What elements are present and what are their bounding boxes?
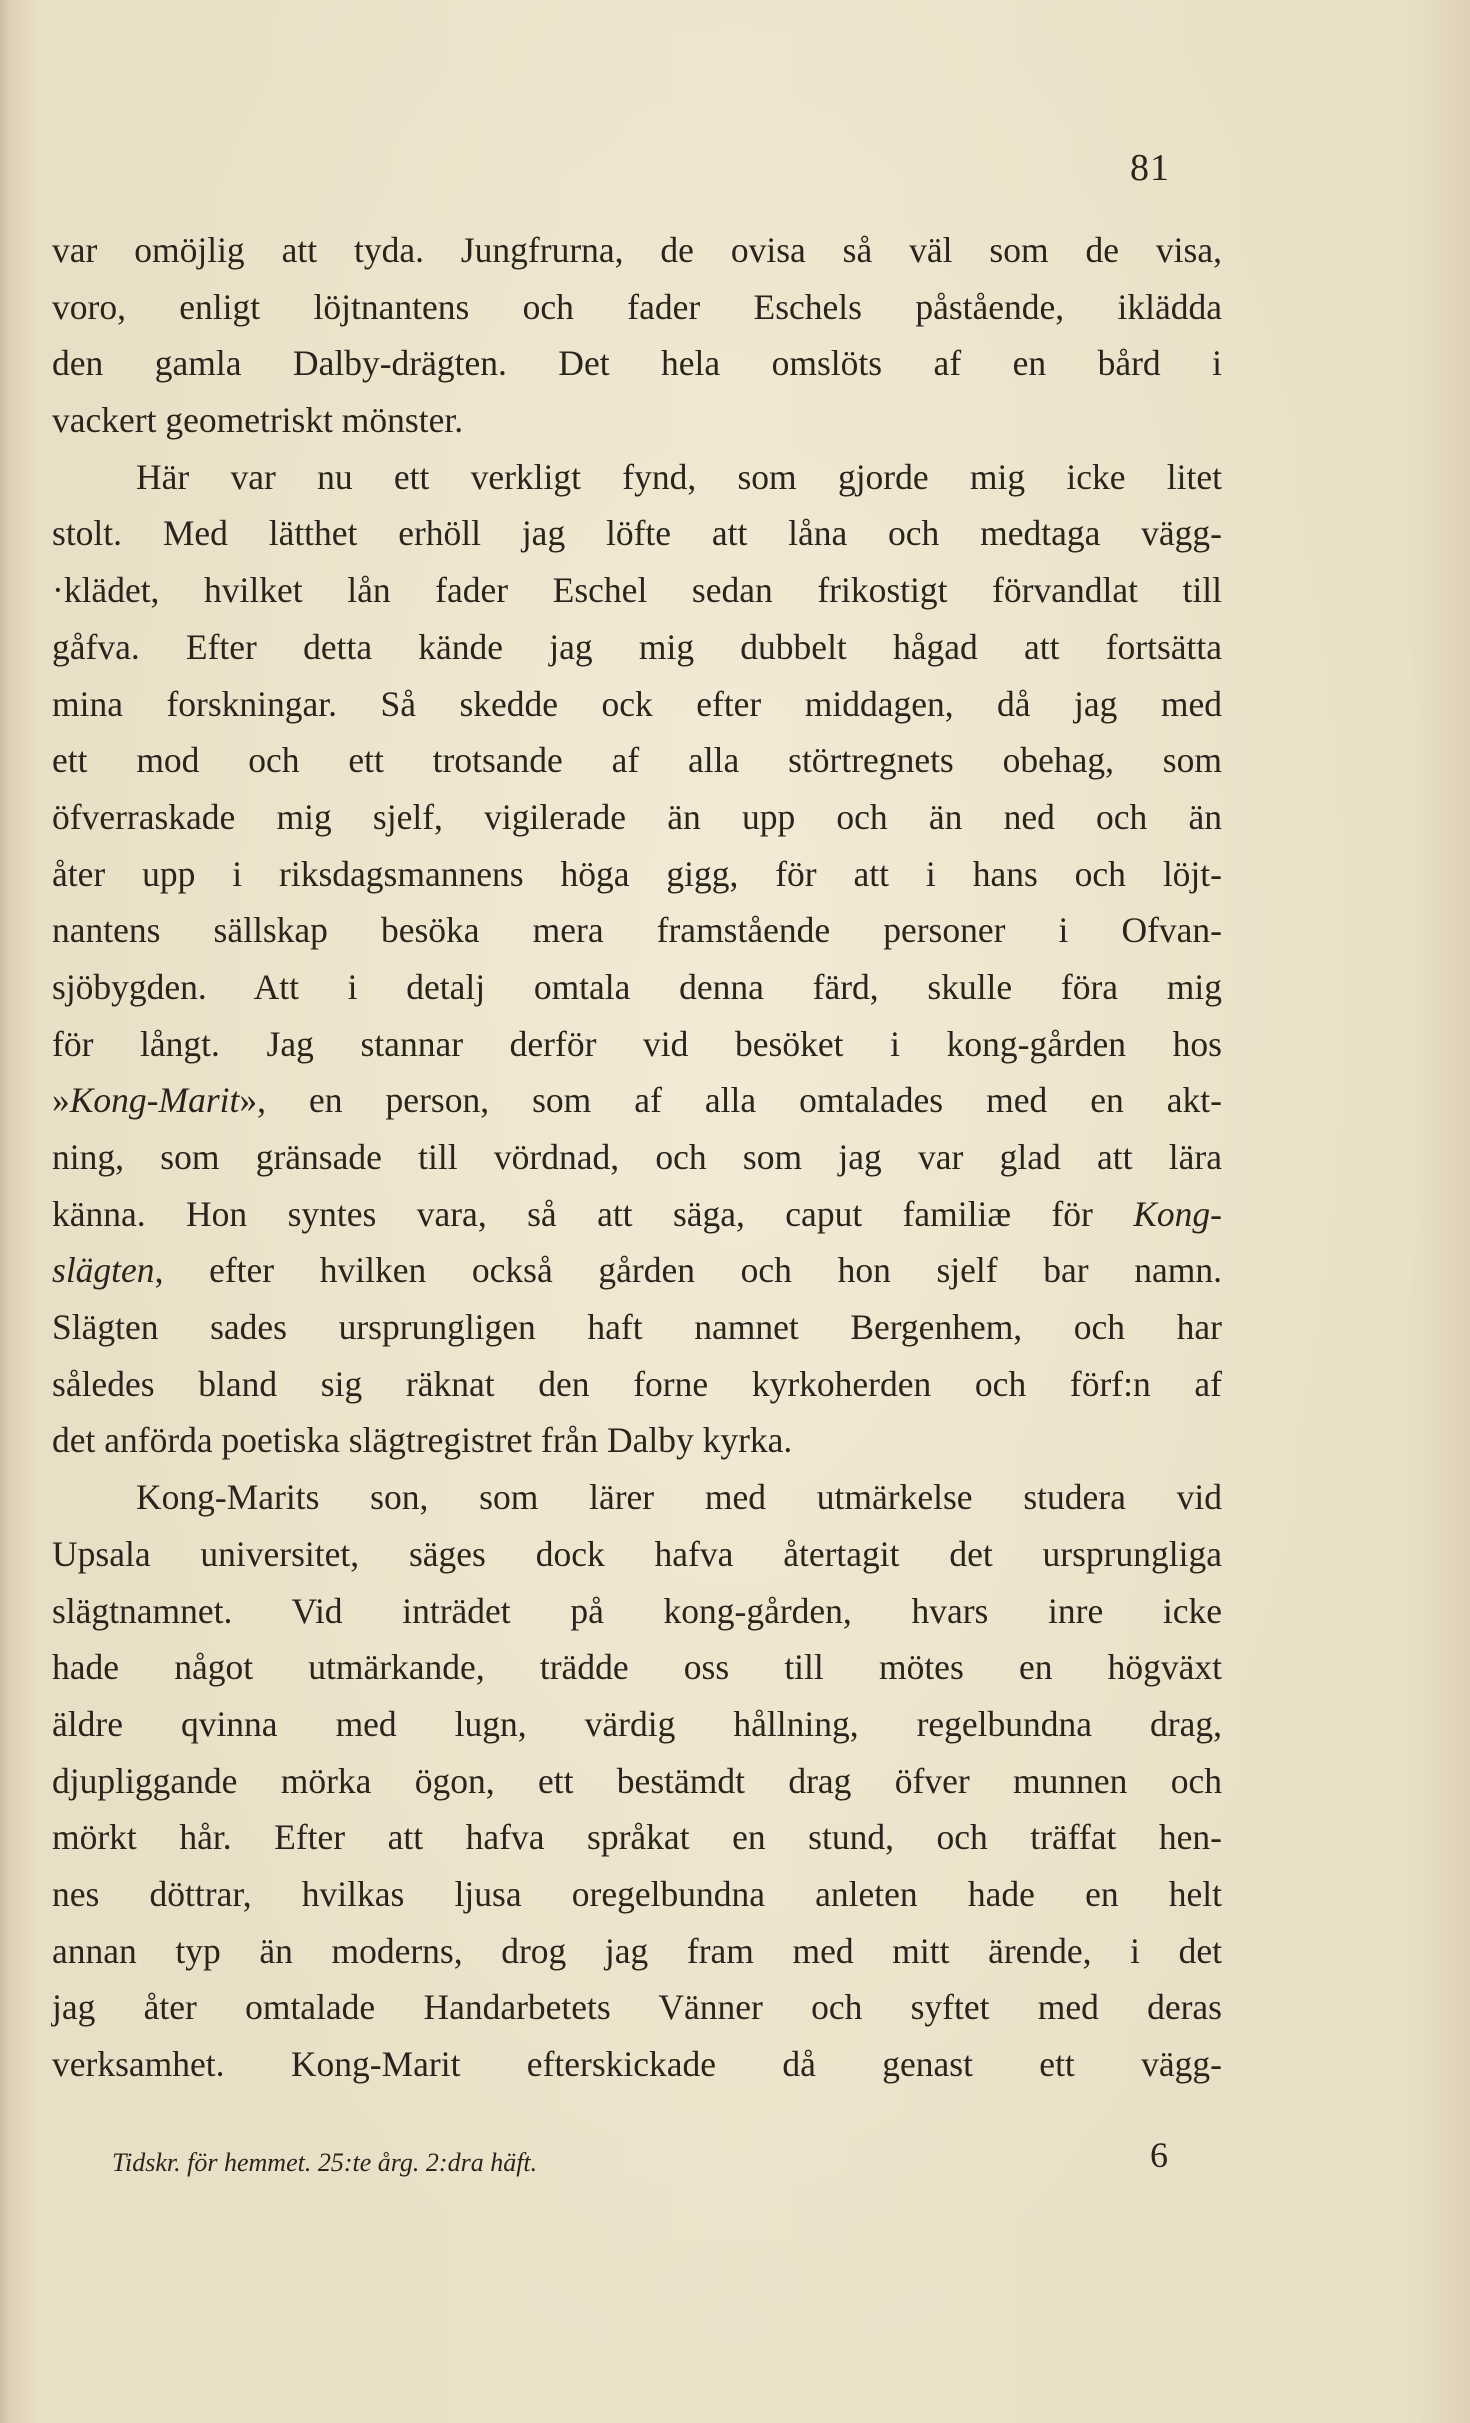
text-segment: voro, enligt löjtnantens och fader Eschels påstående, iklädda: [52, 286, 1222, 327]
text-segment: ett mod och ett trotsande af alla störtregnets obehag, som: [52, 740, 1222, 781]
text-segment: gåfva. Efter detta kände jag mig dubbelt hågad att fortsätta: [52, 626, 1222, 667]
text-line: [52, 619, 1222, 676]
text-segment: mina forskningar. Så skedde ock efter middagen, då jag med: [52, 683, 1222, 724]
text-segment: ning, som gränsade till vördnad, och som jag var glad att lära: [52, 1137, 1222, 1177]
text-segment: Slägten sades ursprungligen haft namnet Bergenhem, och har: [52, 1307, 1222, 1348]
text-segment: ·klädet, hvilket lån fader Eschel sedan frikostigt förvandlat till: [52, 570, 1222, 611]
text-line: [52, 1299, 1222, 1356]
text-segment: den gamla Dalby-drägten. Det hela omslöts af en bård i: [52, 343, 1222, 384]
text-segment: det anförda poetiska slägtregistret från Dalby kyrka.: [52, 1420, 793, 1461]
text-line: [52, 732, 1222, 789]
text-line: [52, 222, 1222, 279]
text-line: [52, 1242, 1222, 1299]
footer-journal-reference: Tidskr. för hemmet. 25:te årg. 2:dra häft.: [112, 2148, 538, 2177]
text-segment: jag åter omtalade Handarbetets Vänner och syftet med deras: [52, 1987, 1222, 2028]
italic-text-segment: Kong-: [1133, 1193, 1222, 1234]
text-segment: nantens sällskap besöka mera framstående personer i Ofvan-: [52, 910, 1222, 951]
text-line: [52, 335, 1222, 392]
text-segment: nes döttrar, hvilkas ljusa oregelbundna anleten hade en helt: [52, 1873, 1222, 1914]
italic-text-segment: slägten: [52, 1250, 155, 1291]
text-segment: », en person, som af alla omtalades med en akt-: [239, 1080, 1222, 1121]
page-number: 81: [1130, 147, 1170, 189]
text-line: [52, 676, 1222, 733]
body-text: [52, 222, 1222, 2093]
text-line: [52, 1469, 1222, 1526]
text-segment: sjöbygden. Att i detalj omtala denna färd, skulle föra mig: [52, 966, 1222, 1007]
text-segment: äldre qvinna med lugn, värdig hållning, regelbundna drag,: [52, 1703, 1222, 1744]
text-line: [52, 1072, 1222, 1129]
italic-text-segment: Kong-Marit: [69, 1080, 240, 1121]
text-line: [52, 449, 1222, 506]
text-line: [52, 846, 1222, 903]
text-line: [52, 1696, 1222, 1753]
text-line: [52, 1866, 1222, 1923]
text-segment: Här var nu ett verkligt fynd, som gjorde mig icke litet: [136, 456, 1222, 497]
text-line: [52, 1753, 1222, 1810]
text-line: [52, 1639, 1222, 1696]
text-line: [52, 789, 1222, 846]
text-line: [52, 562, 1222, 619]
signature-mark: 6: [1150, 2135, 1168, 2175]
text-segment: öfverraskade mig sjelf, vigilerade än upp och än ned och än: [52, 796, 1222, 837]
text-segment: stolt. Med lätthet erhöll jag löfte att låna och medtaga vägg-: [52, 513, 1222, 554]
text-line: [52, 505, 1222, 562]
text-line: [52, 1412, 1222, 1469]
text-segment: hade något utmärkande, trädde oss till mötes en högväxt: [52, 1647, 1222, 1688]
text-segment: »: [52, 1080, 70, 1121]
text-segment: känna. Hon syntes vara, så att säga, caput familiæ för: [52, 1193, 1134, 1234]
text-segment: för långt. Jag stannar derför vid besöket i kong-gården hos: [52, 1023, 1222, 1064]
text-line: [52, 1583, 1222, 1640]
text-line: [52, 2036, 1222, 2093]
text-segment: åter upp i riksdagsmannens höga gigg, för att i hans och löjt-: [52, 853, 1222, 894]
text-line: [52, 1923, 1222, 1980]
text-line: [52, 1016, 1222, 1073]
text-line: [52, 1186, 1222, 1243]
text-segment: Upsala universitet, säges dock hafva återtagit det ursprungliga: [52, 1533, 1222, 1574]
text-line: [52, 1129, 1222, 1186]
text-segment: verksamhet. Kong-Marit efterskickade då genast ett vägg-: [52, 2044, 1222, 2084]
text-line: [52, 1809, 1222, 1866]
text-segment: , efter hvilken också gården och hon sjelf bar namn.: [154, 1250, 1222, 1291]
text-line: [52, 959, 1222, 1016]
text-line: [52, 1979, 1222, 2036]
text-segment: Kong-Marits son, som lärer med utmärkelse studera vid: [136, 1477, 1222, 1518]
text-segment: var omöjlig att tyda. Jungfrurna, de ovisa så väl som de visa,: [52, 230, 1222, 270]
text-line: [52, 279, 1222, 336]
text-segment: mörkt hår. Efter att hafva språkat en stund, och träffat hen-: [52, 1817, 1222, 1858]
text-line: [52, 902, 1222, 959]
text-segment: således bland sig räknat den forne kyrkoherden och förf:n af: [52, 1363, 1222, 1404]
text-line: [52, 1526, 1222, 1583]
text-line: [52, 392, 1222, 449]
text-segment: djupliggande mörka ögon, ett bestämdt drag öfver munnen och: [52, 1760, 1222, 1801]
text-segment: vackert geometriskt mönster.: [52, 400, 464, 441]
text-line: [52, 1356, 1222, 1413]
text-segment: annan typ än moderns, drog jag fram med mitt ärende, i det: [52, 1930, 1222, 1971]
text-segment: slägtnamnet. Vid inträdet på kong-gården, hvars inre icke: [52, 1590, 1222, 1631]
